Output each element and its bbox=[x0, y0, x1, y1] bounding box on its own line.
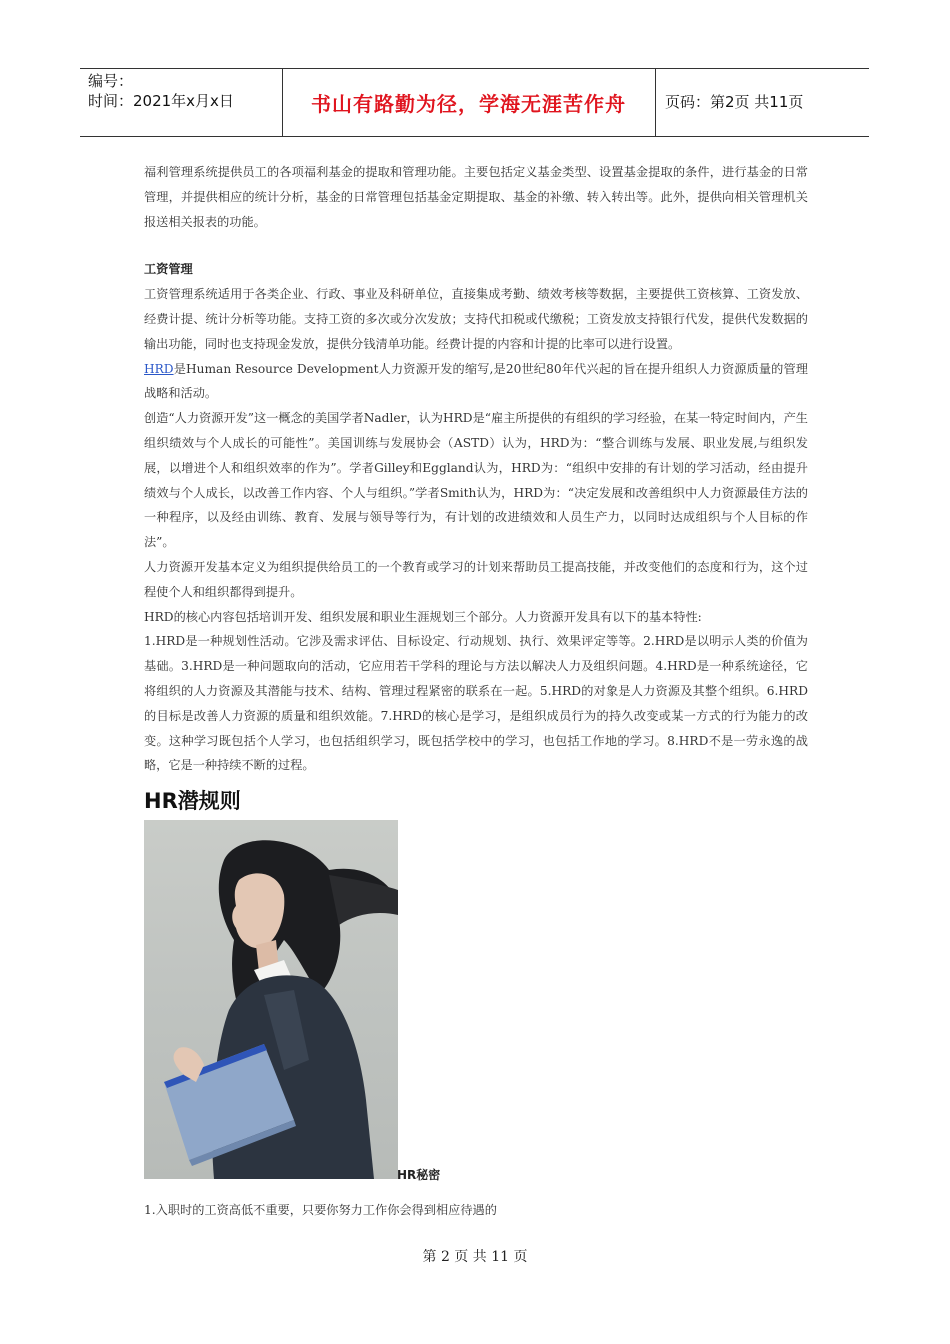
hrd-definition-text: 是Human Resource Development人力资源开发的缩写,是20世纪80年代兴起的旨在提升组织人力资源质量的管理战略和活动。 bbox=[144, 361, 808, 401]
page-header bbox=[80, 68, 869, 137]
header-page-label: 页码：第2页 共11页 bbox=[665, 93, 804, 111]
woman-illustration bbox=[144, 820, 398, 1179]
document-body bbox=[144, 160, 808, 1223]
hr-rules-heading: HR潜规则 bbox=[144, 789, 241, 814]
photo-row bbox=[144, 820, 808, 1183]
hrd-definition-paragraph bbox=[144, 357, 808, 407]
page-footer: 第 2 页 共 11 页 bbox=[422, 1249, 528, 1265]
photo-caption: HR秘密 bbox=[397, 1168, 441, 1183]
salary-paragraph: 工资管理系统适用于各类企业、行政、事业及科研单位，直接集成考勤、绩效考核等数据，主要提供工资核算、工资发放、经费计提、统计分析等功能。支持工资的多次或分次发放；支持代扣税或代缴税；工资发放支持银行代发，提供代发数据的输出功能，同时也支持现金发放，提供分钱清单功能。经费计提的内容和计提的比率可以进行设置。 bbox=[144, 287, 808, 351]
header-meta bbox=[88, 71, 283, 133]
basic-definition-paragraph: 人力资源开发基本定义为组织提供给员工的一个教育或学习的计划来帮助员工提高技能，并改变他们的态度和行为，这个过程使个人和组织都得到提升。 bbox=[144, 559, 808, 599]
welfare-paragraph: 福利管理系统提供员工的各项福利基金的提取和管理功能。主要包括定义基金类型、设置基金提取的条件，进行基金的日常管理，并提供相应的统计分析，基金的日常管理包括基金定期提取、基金的补缴、转入转出等。此外，提供向相关管理机关报送相关报表的功能。 bbox=[144, 165, 808, 229]
core-paragraph: HRD的核心内容包括培训开发、组织发展和职业生涯规划三个部分。人力资源开发具有以下的基本特性: bbox=[144, 609, 702, 624]
rule-1: 1.入职时的工资高低不重要，只要你努力工作你会得到相应待遇的 bbox=[144, 1203, 497, 1218]
time-label: 时间：2021年x月x日 bbox=[88, 92, 234, 110]
number-label: 编号： bbox=[88, 72, 134, 90]
woman-photo bbox=[144, 820, 398, 1179]
nadler-paragraph: 创造“人力资源开发”这一概念的美国学者Nadler，认为HRD是“雇主所提供的有组织的学习经验，在某一特定时间内，产生组织绩效与个人成长的可能性”。美国训练与发展协会（ASTD）认为，HRD为：“整合训练与发展、职业发展,与组织发展，以增进个人和组织效率的作为”。学者Gilley和Eggland认为，HRD为：“组织中安排的有计划的学习活动，经由提升绩效与个人成长，以改善工作内容、个人与组织。”学者Smith认为，HRD为：“决定发展和改善组织中人力资源最佳方法的一种程序，以及经由训练、教育、发展与领导等行为，有计划的改进绩效和人员生产力，以同时达成组织与个人目标的作法”。 bbox=[144, 411, 808, 550]
hrd-link[interactable]: HRD bbox=[144, 361, 174, 376]
header-motto: 书山有路勤为径，学海无涯苦作舟 bbox=[311, 92, 626, 116]
header-divider bbox=[655, 69, 656, 136]
salary-heading: 工资管理 bbox=[144, 262, 193, 277]
features-paragraph: 1.HRD是一种规划性活动。它涉及需求评估、目标设定、行动规划、执行、效果评定等等。2.HRD是以明示人类的价值为基础。3.HRD是一种问题取向的活动，它应用若干学科的理论与方法以解决人力及组织问题。4.HRD是一种系统途径，它将组织的人力资源及其潜能与技术、结构、管理过程紧密的联系在一起。5.HRD的对象是人力资源及其整个组织。6.HRD的目标是改善人力资源的质量和组织效能。7.HRD的核心是学习，是组织成员行为的持久改变或某一方式的行为能力的改变。这种学习既包括个人学习，也包括组织学习，既包括学校中的学习，也包括工作地的学习。8.HRD不是一劳永逸的战略，它是一种持续不断的过程。 bbox=[144, 634, 808, 773]
